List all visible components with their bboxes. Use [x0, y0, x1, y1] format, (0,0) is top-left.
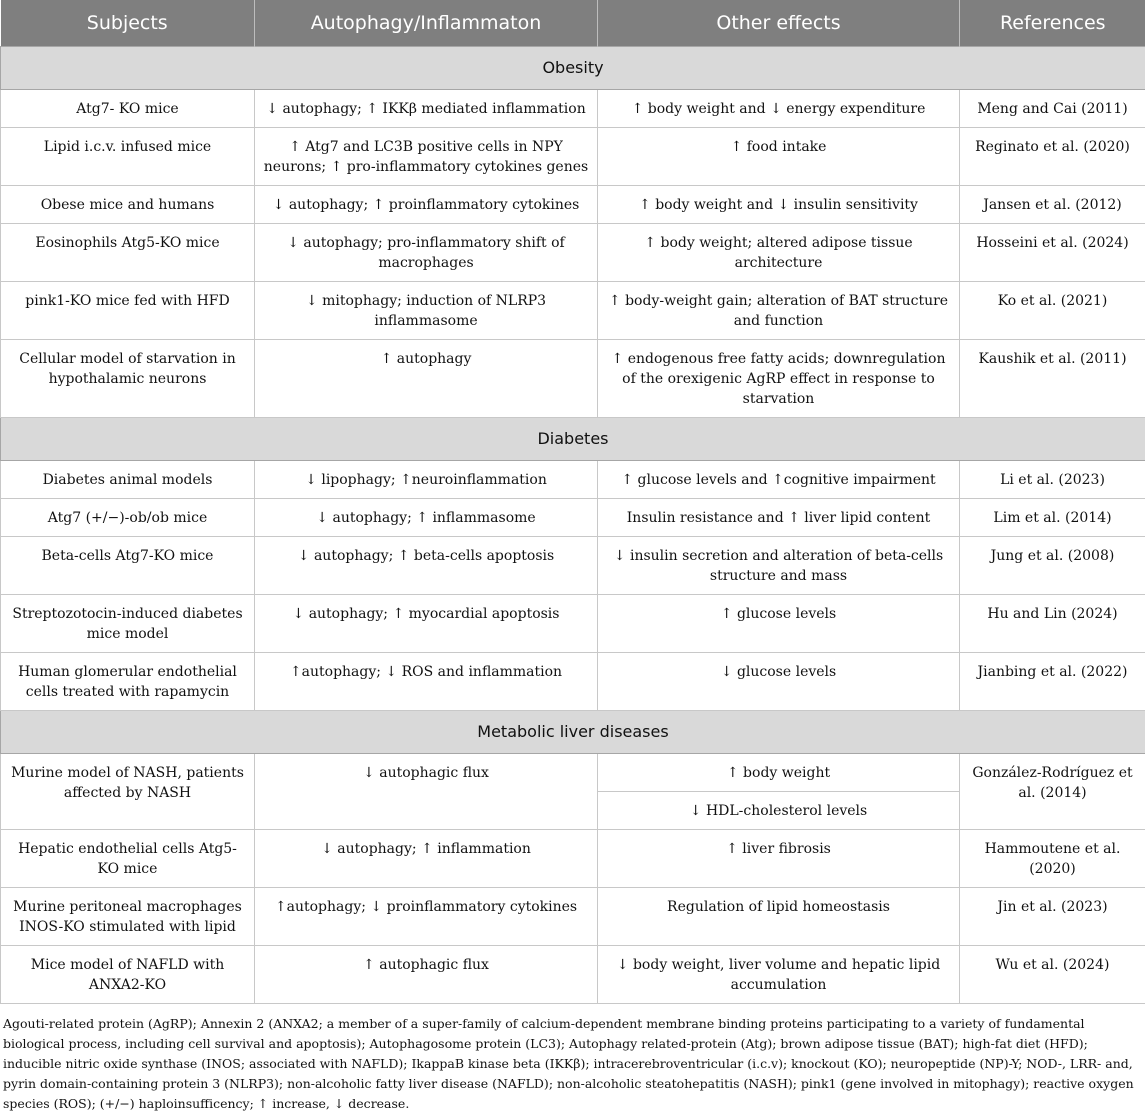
table-row — [1, 186, 1145, 224]
effects-cell: ↑ endogenous free fatty acids; downregulation of the orexigenic AgRP effect in response to starvation — [598, 340, 960, 418]
table-row — [1, 90, 1145, 128]
table-row — [1, 653, 1145, 711]
effects-cell: ↑ food intake — [598, 128, 960, 186]
effects-cell: ↑ glucose levels — [598, 595, 960, 653]
table-footnote: Agouti-related protein (AgRP); Annexin 2 (ANXA2; a member of a super-family of calcium-dependent membrane binding proteins participating to a variety of fundamental biological process, including cell survival and apoptosis); Autophagosome protein (LC3); Autophagy related-protein (Atg); brown adipose tissue (BAT); high-fat diet (HFD); inducible nitric oxide synthase (INOS; associated with NAFLD); IkappaB kinase beta (IKKβ); intracerebroventricular (i.c.v); knockout (KO); neuropeptide (NP)-Y; NOD-, LRR- and, pyrin domain-containing protein 3 (NLRP3); non-alcoholic fatty liver disease (NAFLD); non-alcoholic steatohepatitis (NASH); pink1 (gene involved in mitophagy); reactive oxygen species (ROS); (+/−) haploinsufficency; ↑ increase, ↓ decrease. — [0, 1004, 1145, 1114]
table-row — [1, 888, 1145, 946]
subject-cell: Cellular model of starvation in hypothalamic neurons — [1, 340, 255, 418]
reference-cell: Jianbing et al. (2022) — [960, 653, 1145, 711]
reference-cell: González-Rodríguez et al. (2014) — [960, 754, 1145, 830]
effects-cell: Regulation of lipid homeostasis — [598, 888, 960, 946]
autophagy-cell: ↓ autophagic flux — [255, 754, 598, 830]
subject-cell: Eosinophils Atg5-KO mice — [1, 224, 255, 282]
autophagy-cell: ↓ autophagy; ↑ beta-cells apoptosis — [255, 537, 598, 595]
effects-cell: ↑ liver fibrosis — [598, 830, 960, 888]
effects-cell: ↑ glucose levels and ↑cognitive impairment — [598, 461, 960, 499]
table-row — [1, 128, 1145, 186]
autophagy-cell: ↓ autophagy; pro-inflammatory shift of macrophages — [255, 224, 598, 282]
section-row — [1, 47, 1145, 90]
reference-cell: Reginato et al. (2020) — [960, 128, 1145, 186]
autophagy-cell: ↑ autophagy — [255, 340, 598, 418]
reference-cell: Hosseini et al. (2024) — [960, 224, 1145, 282]
table-row — [1, 595, 1145, 653]
section-row — [1, 418, 1145, 461]
reference-cell: Hu and Lin (2024) — [960, 595, 1145, 653]
reference-cell: Meng and Cai (2011) — [960, 90, 1145, 128]
subject-cell: Atg7- KO mice — [1, 90, 255, 128]
header-references: References — [960, 0, 1145, 47]
subject-cell: Beta-cells Atg7-KO mice — [1, 537, 255, 595]
reference-cell: Wu et al. (2024) — [960, 946, 1145, 1004]
reference-cell: Jung et al. (2008) — [960, 537, 1145, 595]
effects-cell: ↑ body-weight gain; alteration of BAT structure and function — [598, 282, 960, 340]
section-title-obesity: Obesity — [1, 47, 1145, 90]
subject-cell: Murine peritoneal macrophages INOS-KO stimulated with lipid — [1, 888, 255, 946]
table-row — [1, 537, 1145, 595]
header-other-effects: Other effects — [598, 0, 960, 47]
subject-cell: Obese mice and humans — [1, 186, 255, 224]
effects-cell: ↑ body weight and ↓ insulin sensitivity — [598, 186, 960, 224]
effects-subcell: ↑ body weight — [598, 754, 959, 791]
subject-cell: Hepatic endothelial cells Atg5-KO mice — [1, 830, 255, 888]
reference-cell: Hammoutene et al. (2020) — [960, 830, 1145, 888]
table-row — [1, 340, 1145, 418]
effects-cell: Insulin resistance and ↑ liver lipid content — [598, 499, 960, 537]
reference-cell: Jansen et al. (2012) — [960, 186, 1145, 224]
autophagy-cell: ↓ autophagy; ↑ proinflammatory cytokines — [255, 186, 598, 224]
header-row — [1, 0, 1145, 47]
autophagy-cell: ↓ lipophagy; ↑neuroinflammation — [255, 461, 598, 499]
subject-cell: Streptozotocin-induced diabetes mice model — [1, 595, 255, 653]
table-row — [1, 499, 1145, 537]
autophagy-cell: ↓ mitophagy; induction of NLRP3 inflammasome — [255, 282, 598, 340]
reference-cell: Ko et al. (2021) — [960, 282, 1145, 340]
reference-cell: Jin et al. (2023) — [960, 888, 1145, 946]
header-subjects: Subjects — [1, 0, 255, 47]
subject-cell: pink1-KO mice fed with HFD — [1, 282, 255, 340]
effects-cell: ↑ body weight; altered adipose tissue architecture — [598, 224, 960, 282]
autophagy-cell: ↓ autophagy; ↑ inflammation — [255, 830, 598, 888]
reference-cell: Kaushik et al. (2011) — [960, 340, 1145, 418]
effects-cell: ↓ insulin secretion and alteration of beta-cells structure and mass — [598, 537, 960, 595]
autophagy-cell: ↑ Atg7 and LC3B positive cells in NPY neurons; ↑ pro-inflammatory cytokines genes — [255, 128, 598, 186]
reference-cell: Li et al. (2023) — [960, 461, 1145, 499]
subject-cell: Atg7 (+/−)-ob/ob mice — [1, 499, 255, 537]
autophagy-cell: ↑ autophagic flux — [255, 946, 598, 1004]
effects-cell — [598, 754, 960, 830]
effects-cell: ↑ body weight and ↓ energy expenditure — [598, 90, 960, 128]
section-title-diabetes: Diabetes — [1, 418, 1145, 461]
autophagy-cell: ↑autophagy; ↓ proinflammatory cytokines — [255, 888, 598, 946]
autophagy-cell: ↑autophagy; ↓ ROS and inflammation — [255, 653, 598, 711]
autophagy-cell: ↓ autophagy; ↑ inflammasome — [255, 499, 598, 537]
table-row — [1, 946, 1145, 1004]
effects-subcell: ↓ HDL-cholesterol levels — [598, 791, 959, 829]
table-row — [1, 754, 1145, 830]
effects-cell: ↓ glucose levels — [598, 653, 960, 711]
autophagy-cell: ↓ autophagy; ↑ myocardial apoptosis — [255, 595, 598, 653]
section-title-metabolic-liver-diseases: Metabolic liver diseases — [1, 711, 1145, 754]
reference-cell: Lim et al. (2014) — [960, 499, 1145, 537]
subject-cell: Mice model of NAFLD with ANXA2-KO — [1, 946, 255, 1004]
header-autophagy: Autophagy/Inflammaton — [255, 0, 598, 47]
section-row — [1, 711, 1145, 754]
autophagy-cell: ↓ autophagy; ↑ IKKβ mediated inflammation — [255, 90, 598, 128]
effects-cell: ↓ body weight, liver volume and hepatic lipid accumulation — [598, 946, 960, 1004]
table-row — [1, 461, 1145, 499]
subject-cell: Diabetes animal models — [1, 461, 255, 499]
table-row — [1, 830, 1145, 888]
subject-cell: Human glomerular endothelial cells treated with rapamycin — [1, 653, 255, 711]
table-row — [1, 282, 1145, 340]
subject-cell: Lipid i.c.v. infused mice — [1, 128, 255, 186]
subject-cell: Murine model of NASH, patients affected by NASH — [1, 754, 255, 830]
table-row — [1, 224, 1145, 282]
